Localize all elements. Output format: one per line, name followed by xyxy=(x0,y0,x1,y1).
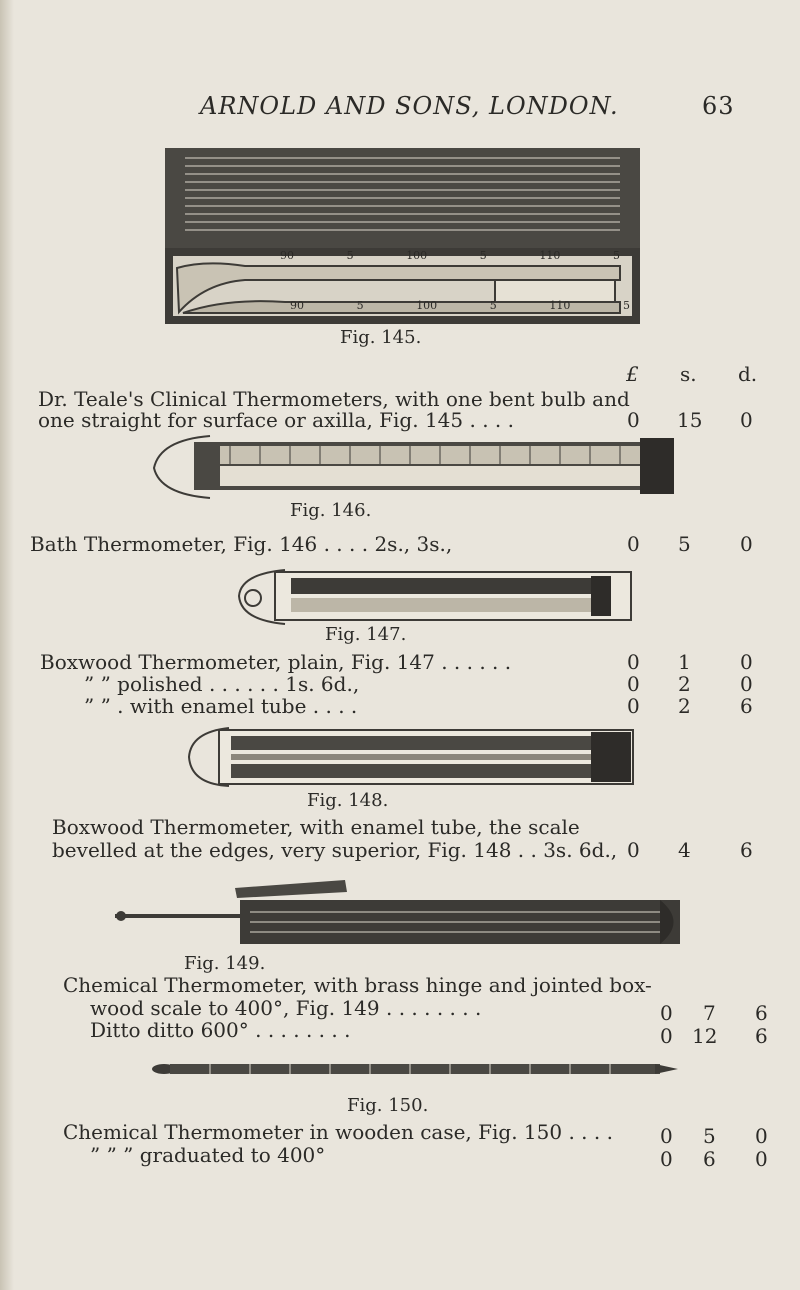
scale-label: 5 xyxy=(356,299,364,312)
page-edge-shadow xyxy=(0,0,14,1290)
price-pounds: 0 xyxy=(660,1147,673,1171)
fig149-chemical-thermometer-illustration xyxy=(115,876,685,952)
currency-pence: d. xyxy=(738,362,758,386)
scale-label: 100 xyxy=(406,249,428,262)
price-pence: 0 xyxy=(740,408,753,432)
entry-graduated-400: ” ” ” graduated to 400° xyxy=(90,1143,326,1167)
scale-label: 5 xyxy=(479,249,487,262)
price-pence: 0 xyxy=(740,532,753,556)
price-shillings: 15 xyxy=(677,408,703,432)
running-head: ARNOLD AND SONS, LONDON. xyxy=(200,92,619,120)
price-pounds: 0 xyxy=(627,694,640,718)
price-pence: 6 xyxy=(755,1001,768,1025)
entry-chemical-brass-line2: wood scale to 400°, Fig. 149 . . . . . . . . xyxy=(90,996,482,1020)
fig148-boxwood-enamel-thermometer-illustration xyxy=(185,724,640,790)
entry-boxwood-polished: ” ” polished . . . . . . 1s. 6d., xyxy=(84,672,360,696)
price-pounds: 0 xyxy=(627,672,640,696)
fig145-clinical-thermometer-case-illustration xyxy=(165,148,640,324)
currency-pounds: £ xyxy=(626,362,639,386)
fig149-caption: Fig. 149. xyxy=(184,953,266,974)
fig146-caption: Fig. 146. xyxy=(290,500,372,521)
entry-chemical-brass-line1: Chemical Thermometer, with brass hinge and jointed box- xyxy=(63,973,652,997)
fig145-caption: Fig. 145. xyxy=(340,327,422,348)
entry-ditto-600: Ditto ditto 600° . . . . . . . . xyxy=(90,1018,351,1042)
price-pounds: 0 xyxy=(660,1001,673,1025)
price-shillings: 2 xyxy=(678,672,691,696)
fig147-boxwood-thermometer-illustration xyxy=(235,566,640,626)
scale-label: 90 xyxy=(290,299,304,312)
fig150-caption: Fig. 150. xyxy=(347,1095,429,1116)
fig146-bath-thermometer-illustration xyxy=(150,432,680,502)
page-number: 63 xyxy=(702,92,735,120)
scale-label: 5 xyxy=(346,249,354,262)
scale-label: 110 xyxy=(539,249,561,262)
price-pounds: 0 xyxy=(627,408,640,432)
price-pounds: 0 xyxy=(627,838,640,862)
price-shillings: 1 xyxy=(678,650,691,674)
price-pounds: 0 xyxy=(627,532,640,556)
currency-shillings: s. xyxy=(680,362,697,386)
price-shillings: 6 xyxy=(703,1147,716,1171)
entry-boxwood-superior-line2: bevelled at the edges, very superior, Fig. 148 . . 3s. 6d., xyxy=(52,838,618,862)
fig145-upper-scale-labels xyxy=(280,249,620,262)
price-pence: 0 xyxy=(740,672,753,696)
price-pence: 0 xyxy=(740,650,753,674)
fig147-caption: Fig. 147. xyxy=(325,624,407,645)
price-pence: 0 xyxy=(755,1124,768,1148)
fig148-caption: Fig. 148. xyxy=(307,790,389,811)
fig145-lower-scale-labels xyxy=(290,299,630,312)
entry-bath-thermometer: Bath Thermometer, Fig. 146 . . . . 2s., 3s., xyxy=(30,532,453,556)
entry-teale-line2: one straight for surface or axilla, Fig. 145 . . . . xyxy=(38,408,514,432)
price-pence: 6 xyxy=(740,838,753,862)
scale-label: 90 xyxy=(280,249,294,262)
price-pounds: 0 xyxy=(627,650,640,674)
price-pence: 6 xyxy=(740,694,753,718)
price-shillings: 5 xyxy=(678,532,691,556)
scale-label: 5 xyxy=(622,299,630,312)
price-shillings: 4 xyxy=(678,838,691,862)
price-shillings: 2 xyxy=(678,694,691,718)
scale-label: 5 xyxy=(489,299,497,312)
entry-teale-line1: Dr. Teale's Clinical Thermometers, with one bent bulb and xyxy=(38,387,630,411)
price-pounds: 0 xyxy=(660,1024,673,1048)
entry-boxwood-superior-line1: Boxwood Thermometer, with enamel tube, the scale xyxy=(52,815,580,839)
price-shillings: 7 xyxy=(703,1001,716,1025)
price-shillings: 12 xyxy=(692,1024,718,1048)
entry-chemical-wooden-case: Chemical Thermometer in wooden case, Fig. 150 . . . . xyxy=(63,1120,613,1144)
scale-label: 5 xyxy=(612,249,620,262)
scale-label: 110 xyxy=(549,299,571,312)
entry-boxwood-enamel: ” ” . with enamel tube . . . . xyxy=(84,694,358,718)
price-pounds: 0 xyxy=(660,1124,673,1148)
price-pence: 0 xyxy=(755,1147,768,1171)
price-pence: 6 xyxy=(755,1024,768,1048)
scale-label: 100 xyxy=(416,299,438,312)
price-shillings: 5 xyxy=(703,1124,716,1148)
entry-boxwood-plain: Boxwood Thermometer, plain, Fig. 147 . . . . . . xyxy=(40,650,512,674)
fig150-wooden-case-thermometer-illustration xyxy=(150,1060,680,1078)
